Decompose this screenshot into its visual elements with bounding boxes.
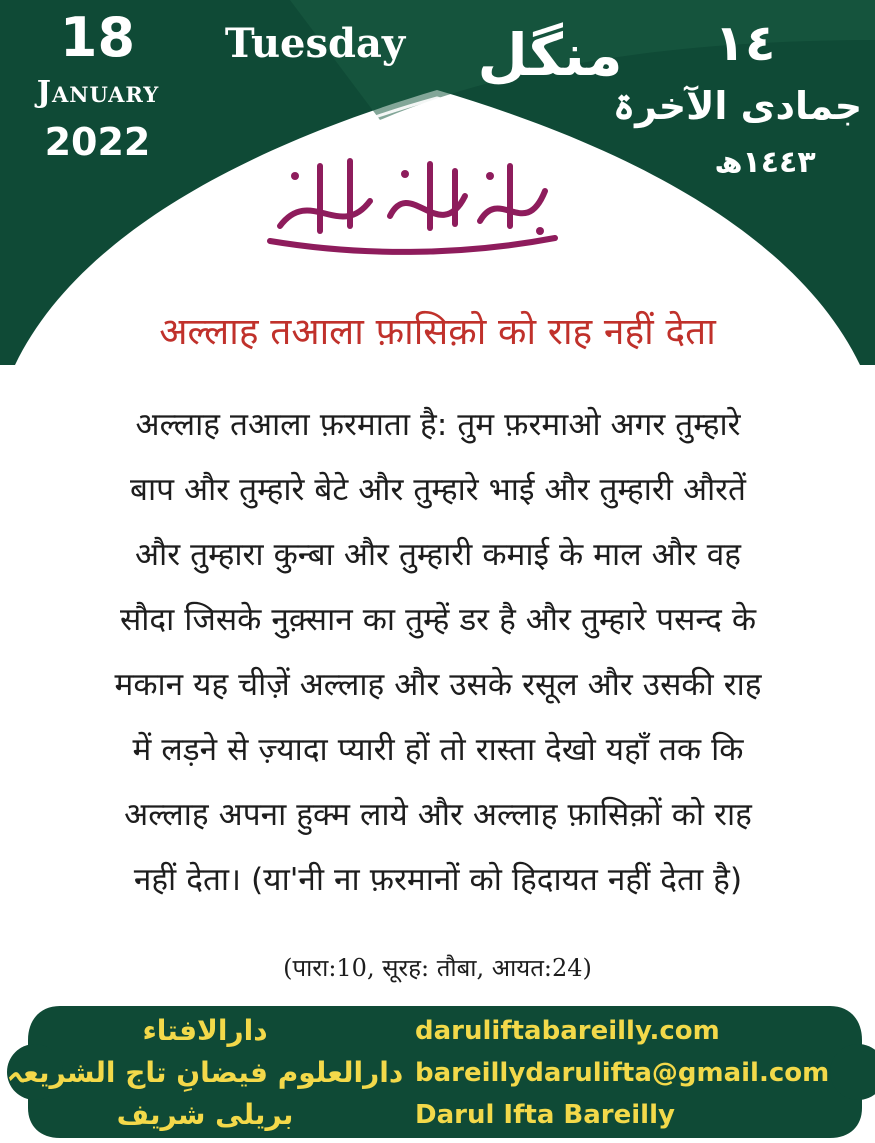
institution-name — [6, 1010, 404, 1136]
headline: अल्लाह तआला फ़ासिक़ो को राह नहीं देता — [159, 310, 716, 353]
body-line: और तुम्हारा कुन्बा और तुम्हारी कमाई के माल और वह — [135, 537, 741, 573]
hijri-day: ١٤ — [714, 14, 776, 72]
body-text — [22, 393, 854, 913]
hijri-month: جمادی الآخرۃ — [612, 84, 863, 128]
body-line: नहीं देता। (या'नी ना फ़रमानों को हिदायत नहीं देता है) — [133, 862, 743, 898]
social-handle[interactable]: Darul Ifta Bareilly — [415, 1100, 675, 1130]
quran-reference: (पारा:10, सूरह: तौबा, आयत:24) — [283, 954, 592, 982]
calligraphy-emblem — [250, 146, 570, 256]
urdu-weekday: منگل — [477, 21, 623, 89]
contact-info — [415, 1010, 870, 1136]
gregorian-year: 2022 — [44, 120, 151, 164]
body-line: बाप और तुम्हारे बेटे और तुम्हारे भाई और तुम्हारी औरतें — [129, 472, 747, 508]
hijri-year: ١٤٤٣ھ — [714, 145, 816, 180]
gregorian-day: 18 — [59, 6, 136, 69]
institution-line: دارالعلوم فیضانِ تاج الشریعہ — [6, 1056, 404, 1089]
body-line: मकान यह चीज़ें अल्लाह और उसके रसूल और उसकी राह — [114, 667, 762, 703]
gregorian-month: January — [36, 75, 160, 110]
body-line: अल्लाह तआला फ़रमाता है: तुम फ़रमाओ अगर तुम्हारे — [135, 407, 741, 443]
institution-line: بریلی شریف — [116, 1098, 294, 1131]
body-line: अल्लाह अपना हुक्म लाये और अल्लाह फ़ासिक़ों को राह — [124, 797, 752, 833]
email-link[interactable]: bareillydarulifta@gmail.com — [415, 1058, 830, 1088]
institution-line: دارالافتاء — [142, 1014, 268, 1047]
body-line: सौदा जिसके नुक़्सान का तुम्हें डर है और तुम्हारे पसन्द के — [119, 602, 757, 638]
website-link[interactable]: daruliftabareilly.com — [415, 1016, 720, 1046]
body-line: में लड़ने से ज़्यादा प्यारी हों तो रास्ता देखो यहाँ तक कि — [132, 732, 744, 768]
gregorian-weekday: Tuesday — [224, 20, 406, 67]
